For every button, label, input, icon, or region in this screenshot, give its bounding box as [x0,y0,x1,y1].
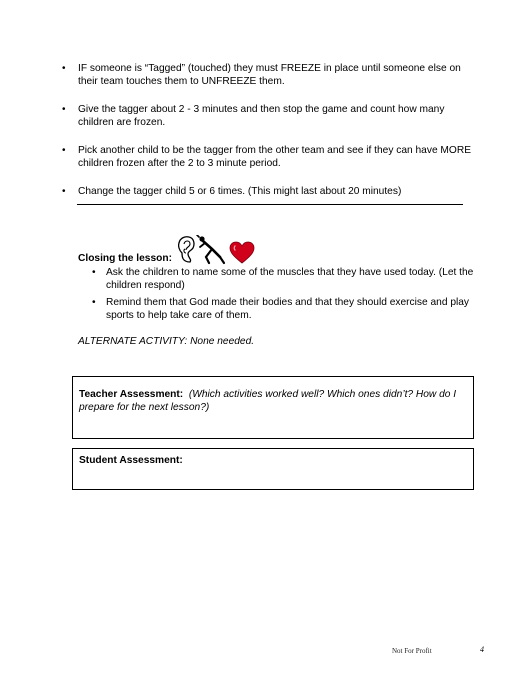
student-assessment-label: Student Assessment: [79,455,183,466]
section-divider [77,204,463,205]
instruction-item: • Change the tagger child 5 or 6 times. (This might last about 20 minutes) [62,185,482,198]
student-assessment-box [72,448,474,490]
instruction-item: • Pick another child to be the tagger from the other team and see if they can have MORE children frozen after the 2 to 3 minute period. [62,144,482,170]
stretching-figure-icon [196,235,226,265]
closing-title: Closing the lesson: [78,253,172,264]
instruction-item: • Give the tagger about 2 - 3 minutes and then stop the game and count how many children are frozen. [62,103,482,129]
footer-text: Not For Profit [392,647,432,655]
heart-icon [229,241,255,265]
instruction-list [62,62,482,213]
closing-list [78,266,488,322]
closing-item: • Remind them that God made their bodies and that they should exercise and play sports to help take care of them. [78,296,488,322]
teacher-assessment-label: Teacher Assessment: [79,389,184,400]
instruction-item: • IF someone is “Tagged” (touched) they must FREEZE in place until someone else on their team touches them to UNFREEZE them. [62,62,482,88]
closing-header [78,231,488,265]
alternate-activity: ALTERNATE ACTIVITY: None needed. [78,336,255,347]
closing-section [78,231,488,347]
ear-icon [176,235,196,265]
teacher-assessment-box [72,376,474,439]
closing-item: • Ask the children to name some of the muscles that they have used today. (Let the children respond) [78,266,488,292]
teacher-assessment-note: (Which activities worked well? Which ones didn’t? How do I prepare for the next lesson?) [79,389,457,413]
page-number: 4 [480,645,484,654]
closing-icons [176,235,255,265]
